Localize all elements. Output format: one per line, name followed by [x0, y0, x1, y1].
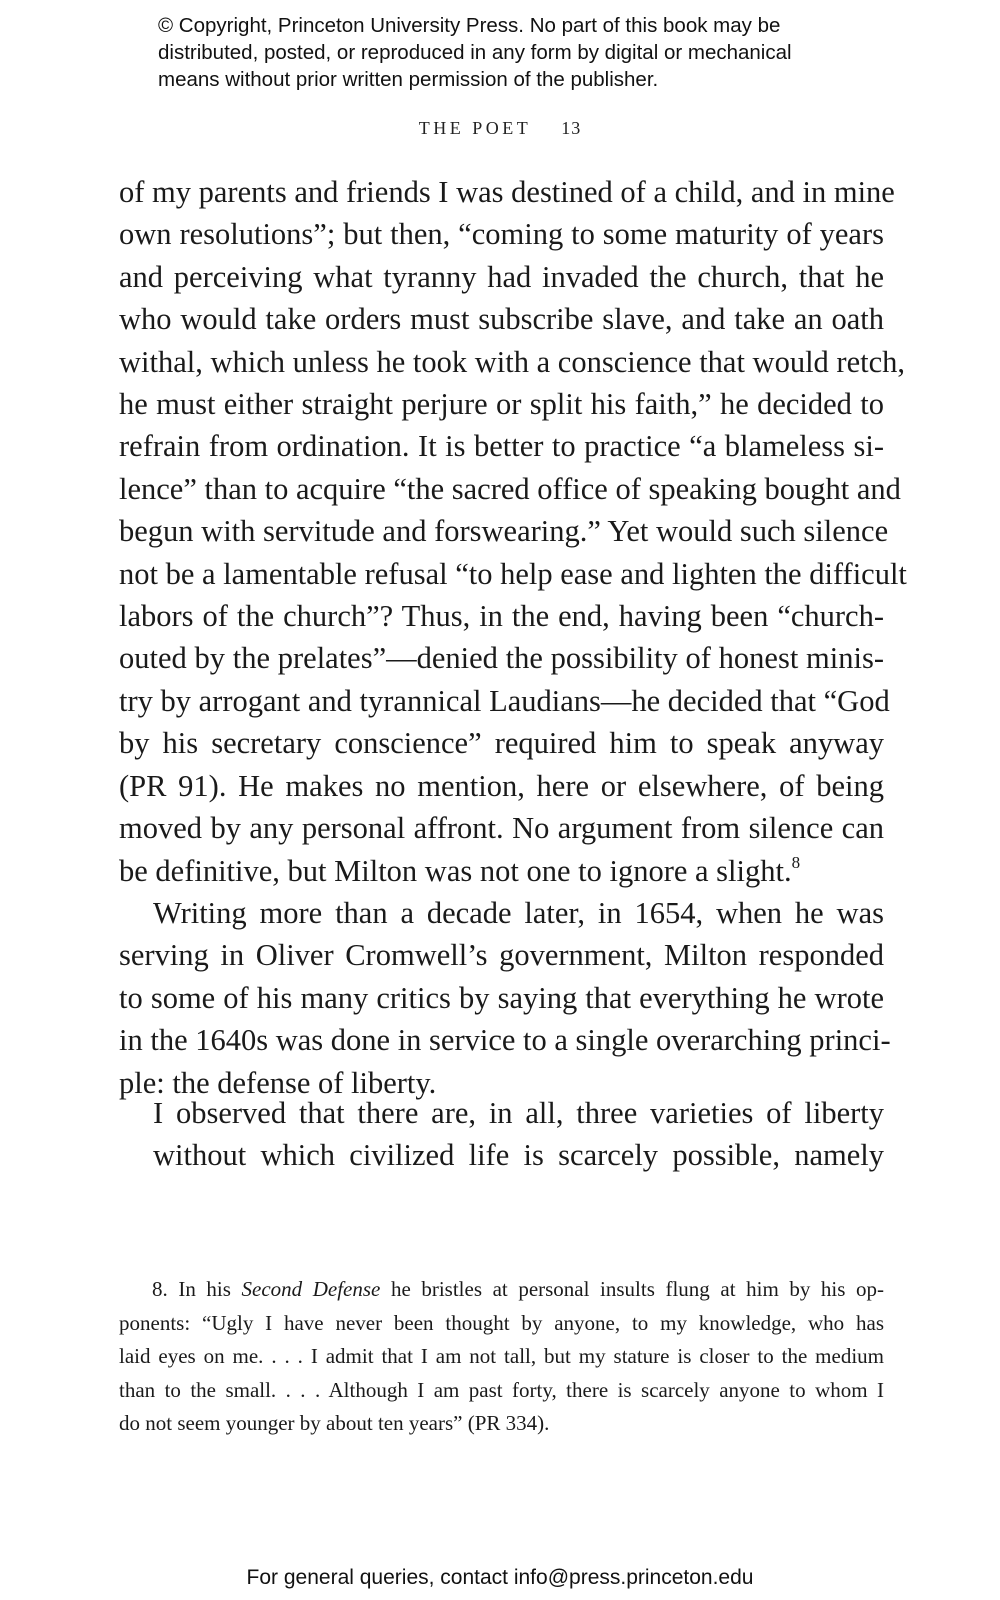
text-line: he must either straight perjure or split his faith,” he decided to: [119, 387, 884, 422]
footnote-text: he bristles at personal insults flung at him by his op-: [380, 1277, 885, 1301]
running-head-title: THE POET: [418, 118, 532, 138]
footnote-book-title: Second Defense: [241, 1277, 381, 1301]
text-line: who would take orders must subscribe slave, and take an oath: [119, 302, 884, 337]
footnote-line: than to the small. . . . Although I am past forty, there is scarcely anyone to whom I: [119, 1377, 884, 1402]
footnote-line: do not seem younger by about ten years” (PR 334).: [119, 1411, 550, 1436]
text-line: try by arrogant and tyrannical Laudians—he decided that “God: [119, 683, 890, 718]
footnote-reference[interactable]: 8: [791, 852, 801, 872]
text-line: own resolutions”; but then, “coming to some maturity of years: [119, 217, 884, 252]
copyright-line: distributed, posted, or reproduced in any form by digital or mechanical: [158, 41, 792, 64]
text-line: withal, which unless he took with a conscience that would retch,: [119, 344, 906, 379]
text-line: serving in Oliver Cromwell’s government, Milton responded: [119, 938, 884, 973]
text-line: and perceiving what tyranny had invaded the church, that he: [119, 259, 884, 294]
text-line: lence” than to acquire “the sacred office of speaking bought and: [119, 471, 901, 506]
quote-line: without which civilized life is scarcely possible, namely: [153, 1138, 884, 1173]
text-line: outed by the prelates”—denied the possibility of honest minis-: [119, 641, 884, 676]
text-line: begun with servitude and forswearing.” Yet would such silence: [119, 514, 889, 549]
footnote-text: 8. In his: [152, 1277, 242, 1301]
text-line: not be a lamentable refusal “to help ease and lighten the difficult: [119, 556, 907, 591]
text-line: to some of his many critics by saying that everything he wrote: [119, 980, 884, 1015]
running-head: [0, 118, 1000, 139]
page-number: 13: [561, 118, 582, 138]
text-line: by his secretary conscience” required him to speak anyway: [119, 726, 884, 761]
text-line-content: be definitive, but Milton was not one to ignore a slight.: [119, 853, 792, 888]
copyright-line: means without prior written permission of the publisher.: [158, 68, 659, 91]
main-text: [119, 171, 907, 1104]
text-line: of my parents and friends I was destined of a child, and in mine: [119, 175, 895, 209]
text-line: (PR 91). He makes no mention, here or elsewhere, of being: [119, 768, 884, 803]
text-line: in the 1640s was done in service to a single overarching princi-: [119, 1023, 891, 1058]
text-line: refrain from ordination. It is better to practice “a blameless si-: [119, 429, 884, 464]
footnote-line: ponents: “Ugly I have never been thought by anyone, to my knowledge, who has: [119, 1310, 884, 1335]
text-line: moved by any personal affront. No argument from silence can: [119, 811, 884, 846]
footnote-line: laid eyes on me. . . . I admit that I am not tall, but my stature is closer to the medium: [119, 1344, 884, 1369]
footnote: [119, 1273, 884, 1441]
text-line: Writing more than a decade later, in 1654, when he was: [153, 895, 884, 930]
text-line: [119, 850, 884, 892]
text-line: ple: the defense of liberty.: [119, 1065, 437, 1100]
text-line: labors of the church”? Thus, in the end, having been “church-: [119, 599, 884, 634]
block-quote: [153, 1092, 884, 1177]
footnote-line: [119, 1273, 884, 1307]
copyright-notice: [158, 12, 878, 93]
quote-line: I observed that there are, in all, three varieties of liberty: [153, 1096, 884, 1130]
contact-line: For general queries, contact info@press.princeton.edu: [246, 1566, 754, 1589]
copyright-line: © Copyright, Princeton University Press. No part of this book may be: [158, 14, 781, 37]
